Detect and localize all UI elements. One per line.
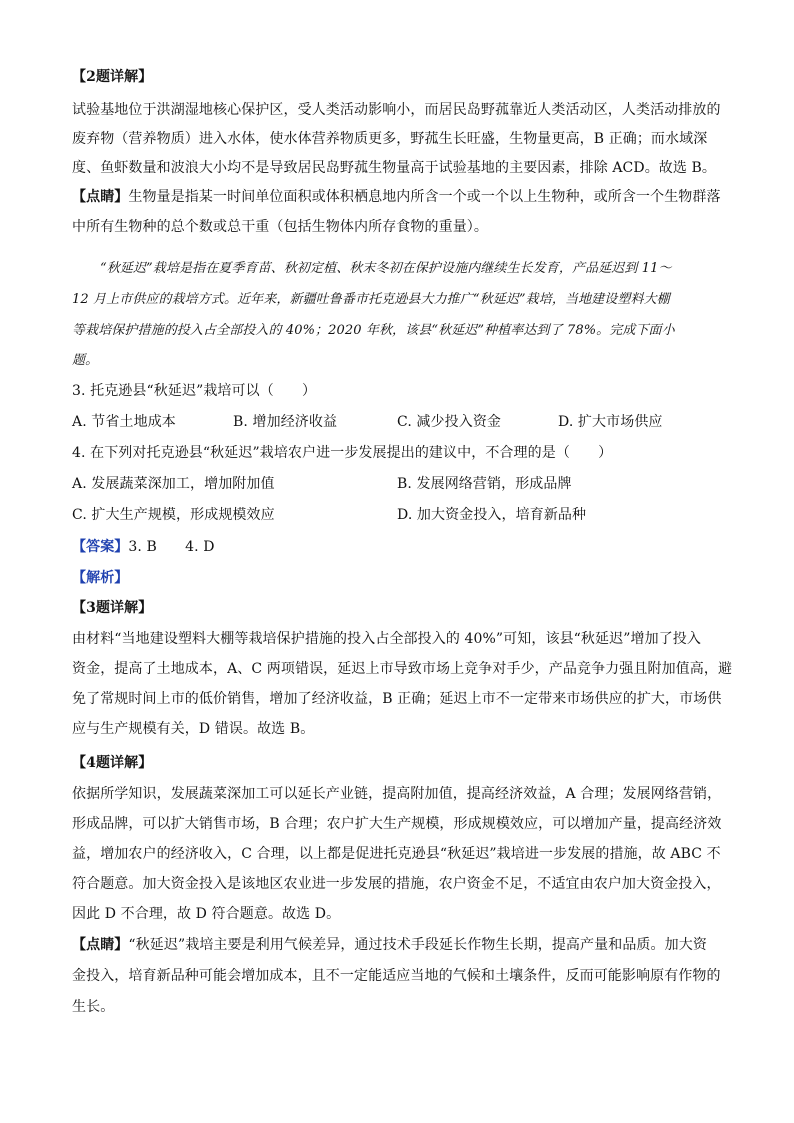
material-line-3: 等栽培保护措施的投入占全部投入的 40%；2020 年秋，该县“秋延迟”种植率达到了 78%。完成下面小 [72,323,675,338]
section-3-line-2: 资金，提高了土地成本，A、C 两项错误，延迟上市导致市场上竞争对手少，产品竞争力强且附加值高，避 [72,661,733,677]
section-4-line-2: 形成品牌，可以扩大销售市场，B 合理；农户扩大生产规模，形成规模效应，可以增加产量，提高经济效 [72,816,722,832]
question-3-stem: 3. 托克逊县“秋延迟”栽培可以（ ） [72,383,317,399]
question-4 [72,442,722,532]
question-3-option-a: A. 节省土地成本 [72,414,176,430]
section-4-heading: 【4题详解】 [72,755,153,771]
question-4-option-a: A. 发展蔬菜深加工，增加附加值 [72,476,275,492]
question-4-option-d: D. 加大资金投入，培育新品种 [397,507,587,523]
section-2-line-2: 废弃物（营养物质）进入水体，使水体营养物质更多，野菰生长旺盛，生物量更高，B 正确；而水域深 [72,131,708,147]
question-3-option-d: D. 扩大市场供应 [558,414,663,430]
section-2-line-1: 试验基地位于洪湖湿地核心保护区，受人类活动影响小，而居民岛野菰靠近人类活动区，人类活动排放的 [72,102,721,118]
tip-1 [72,186,722,246]
section-3-heading: 【3题详解】 [72,600,153,616]
material-passage [72,257,722,367]
question-3-option-c: C. 减少投入资金 [397,414,502,430]
section-4-line-1: 依据所学知识，发展蔬菜深加工可以延长产业链，提高附加值，提高经济效益，A 合理；发展网络营销， [72,786,722,802]
answer-line [72,536,215,556]
tip-2-line-2: 金投入，培育新品种可能会增加成本，且不一定能适应当地的气候和土壤条件，反而可能影响原有作物的 [72,968,721,984]
tip-1-text-1: 生物量是指某一时间单位面积或体积栖息地内所含一个或一个以上生物种，或所含一个生物群落 [128,189,721,205]
analysis-tag: 【解析】 [72,570,129,586]
section-2-heading: 【2题详解】 [72,69,153,85]
answer-value: 3. B 4. D [128,539,215,555]
material-line-4: 题。 [72,353,99,368]
material-line-2: 12 月上市供应的栽培方式。近年来，新疆吐鲁番市托克逊县大力推广“秋延迟”栽培，当地建设塑料大棚 [72,292,670,307]
section-2-line-3: 度、鱼虾数量和波浪大小均不是导致居民岛野菰生物量高于试验基地的主要因素，排除 ACD。故选 B。 [72,160,717,176]
material-line-1: “秋延迟”栽培是指在夏季育苗、秋初定植、秋末冬初在保护设施内继续生长发育，产品延迟到 11～ [100,261,672,276]
section-2-detail [72,66,722,186]
answer-tag: 【答案】 [72,539,129,555]
tip-1-line-1 [72,186,721,206]
tip-2 [72,934,722,1030]
tip-2-tag: 【点睛】 [72,937,129,953]
section-3-detail [72,597,733,747]
tip-1-tag: 【点睛】 [72,189,129,205]
section-4-detail [72,752,722,932]
question-4-option-c: C. 扩大生产规模，形成规模效应 [72,507,275,523]
question-4-stem: 4. 在下列对托克逊县“秋延迟”栽培农户进一步发展提出的建议中，不合理的是（ ） [72,445,613,461]
section-3-line-1: 由材料“当地建设塑料大棚等栽培保护措施的投入占全部投入的 40%”可知，该县“秋延迟”增加了投入 [72,631,701,647]
section-4-line-4: 符合题意。加大资金投入是该地区农业进一步发展的措施，农户资金不足，不适宜由农户加大资金投入， [72,876,721,892]
question-3-option-b: B. 增加经济收益 [233,414,338,430]
section-4-line-3: 益，增加农户的经济收入，C 合理，以上都是促进托克逊县“秋延迟”栽培进一步发展的措施，故 ABC 不 [72,846,721,862]
tip-2-line-1 [72,934,707,954]
tip-2-line-3: 生长。 [72,999,115,1015]
section-4-line-5: 因此 D 不合理，故 D 符合题意。故选 D。 [72,906,341,922]
tip-2-text-1: “秋延迟”栽培主要是利用气候差异，通过技术手段延长作物生长期，提高产量和品质。加大资 [128,937,707,953]
question-4-option-b: B. 发展网络营销，形成品牌 [397,476,572,492]
section-3-line-3: 免了常规时间上市的低价销售，增加了经济收益，B 正确；延迟上市不一定带来市场供应的扩大，市场供 [72,691,722,707]
question-3 [72,380,722,440]
answer-block [72,536,722,560]
analysis-block [72,567,722,591]
tip-1-line-2: 中所有生物种的总个数或总干重（包括生物体内所存食物的重量）。 [72,219,488,235]
section-3-line-4: 应与生产规模有关，D 错误。故选 B。 [72,721,315,737]
